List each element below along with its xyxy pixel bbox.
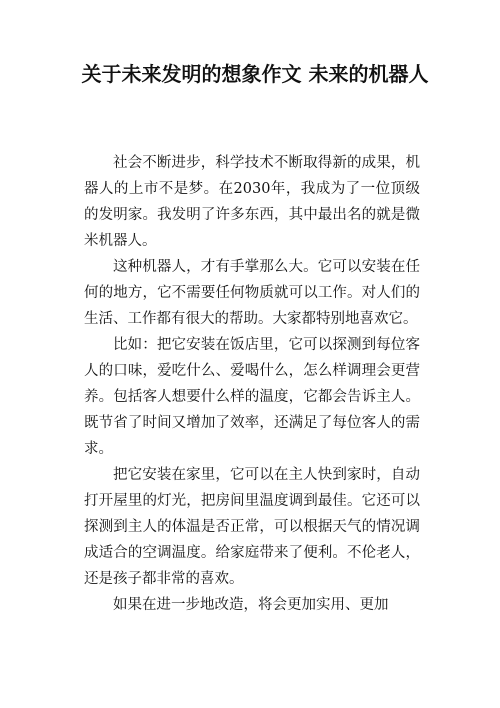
paragraph-4: 把它安装在家里，它可以在主人快到家时，自动打开屋里的灯光，把房间里温度调到最佳。它还可以探测到主人的体温是否正常，可以根据天气的情况调成适合的空调温度。给家庭带来了便利。不伦老人，还是孩子都非常的喜欢。 <box>84 467 420 587</box>
document-title: 关于未来发明的想象作文 未来的机器人 <box>81 62 429 86</box>
document-body <box>84 150 420 618</box>
paragraph-5: 如果在进一步地改造，将会更加实用、更加 <box>113 597 389 613</box>
paragraph-2: 这种机器人，才有手掌那么大。它可以安装在任何的地方，它不需要任何物质就可以工作。对人们的生活、工作都有很大的帮助。大家都特别地喜欢它。 <box>84 259 420 327</box>
paragraph-1: 社会不断进步，科学技术不断取得新的成果，机器人的上市不是梦。在2030年，我成为了一位顶级的发明家。我发明了许多东西，其中最出名的就是微米机器人。 <box>84 155 420 249</box>
paragraph-3: 比如：把它安装在饭店里，它可以探测到每位客人的口味，爱吃什么、爱喝什么，怎么样调理会更营养。包括客人想要什么样的温度，它都会告诉主人。既节省了时间又增加了效率，还满足了每位客人的需求。 <box>84 337 420 457</box>
